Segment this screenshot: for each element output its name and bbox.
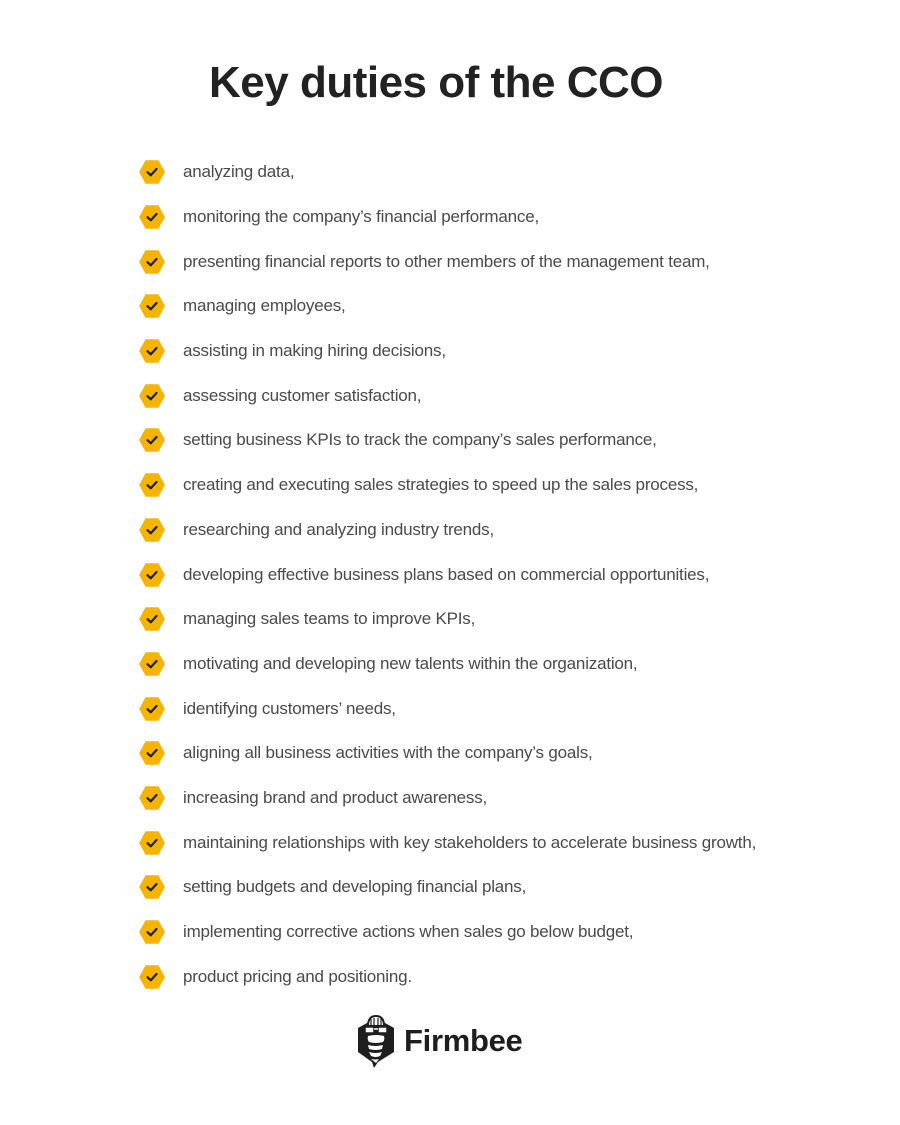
hexagon-check-icon <box>139 965 165 989</box>
list-item <box>139 686 756 731</box>
duty-label: product pricing and positioning. <box>183 966 412 986</box>
duty-label: maintaining relationships with key stakeholders to accelerate business growth, <box>183 832 757 852</box>
hexagon-check-icon <box>139 384 165 408</box>
firmbee-logo <box>354 1012 523 1070</box>
hexagon-check-icon <box>139 250 165 274</box>
list-item <box>139 195 756 240</box>
duty-label: managing sales teams to improve KPIs, <box>183 609 476 629</box>
duty-label: motivating and developing new talents within the organization, <box>183 653 638 673</box>
list-item <box>139 508 756 553</box>
hexagon-check-icon <box>139 294 165 318</box>
hexagon-check-icon <box>139 339 165 363</box>
list-item <box>139 910 756 955</box>
duty-label: monitoring the company’s financial performance, <box>183 207 539 227</box>
list-item <box>139 150 756 195</box>
list-item <box>139 597 756 642</box>
hexagon-check-icon <box>139 741 165 765</box>
list-item <box>139 954 756 999</box>
hexagon-check-icon <box>139 697 165 721</box>
duty-label: setting business KPIs to track the company’s sales performance, <box>183 430 657 450</box>
duty-label: researching and analyzing industry trends, <box>183 519 495 539</box>
list-item <box>139 284 756 329</box>
hexagon-check-icon <box>139 652 165 676</box>
duty-label: aligning all business activities with the company’s goals, <box>183 743 593 763</box>
duty-label: increasing brand and product awareness, <box>183 787 488 807</box>
duty-label: creating and executing sales strategies to speed up the sales process, <box>183 475 699 495</box>
list-item <box>139 865 756 910</box>
duty-label: identifying customers’ needs, <box>183 698 396 718</box>
hexagon-check-icon <box>139 473 165 497</box>
hexagon-check-icon <box>139 786 165 810</box>
list-item <box>139 731 756 776</box>
list-item <box>139 329 756 374</box>
list-item <box>139 552 756 597</box>
hexagon-check-icon <box>139 831 165 855</box>
hexagon-check-icon <box>139 563 165 587</box>
list-item <box>139 776 756 821</box>
duty-label: presenting financial reports to other members of the management team, <box>183 251 710 271</box>
duty-label: analyzing data, <box>183 162 295 182</box>
duty-label: implementing corrective actions when sales go below budget, <box>183 922 634 942</box>
hexagon-check-icon <box>139 607 165 631</box>
list-item <box>139 418 756 463</box>
brand-name: Firmbee <box>404 1023 523 1058</box>
list-item <box>139 820 756 865</box>
list-item <box>139 642 756 687</box>
duty-label: managing employees, <box>183 296 346 316</box>
hexagon-check-icon <box>139 518 165 542</box>
hexagon-check-icon <box>139 875 165 899</box>
firmbee-bee-logo-icon <box>354 1012 398 1070</box>
duties-list <box>139 150 756 999</box>
duty-label: assisting in making hiring decisions, <box>183 341 446 361</box>
duty-label: setting budgets and developing financial plans, <box>183 877 527 897</box>
list-item <box>139 373 756 418</box>
list-item <box>139 463 756 508</box>
page-title: Key duties of the CCO <box>209 58 663 107</box>
hexagon-check-icon <box>139 160 165 184</box>
list-item <box>139 239 756 284</box>
hexagon-check-icon <box>139 920 165 944</box>
hexagon-check-icon <box>139 205 165 229</box>
duty-label: developing effective business plans based on commercial opportunities, <box>183 564 710 584</box>
duty-label: assessing customer satisfaction, <box>183 385 422 405</box>
hexagon-check-icon <box>139 428 165 452</box>
